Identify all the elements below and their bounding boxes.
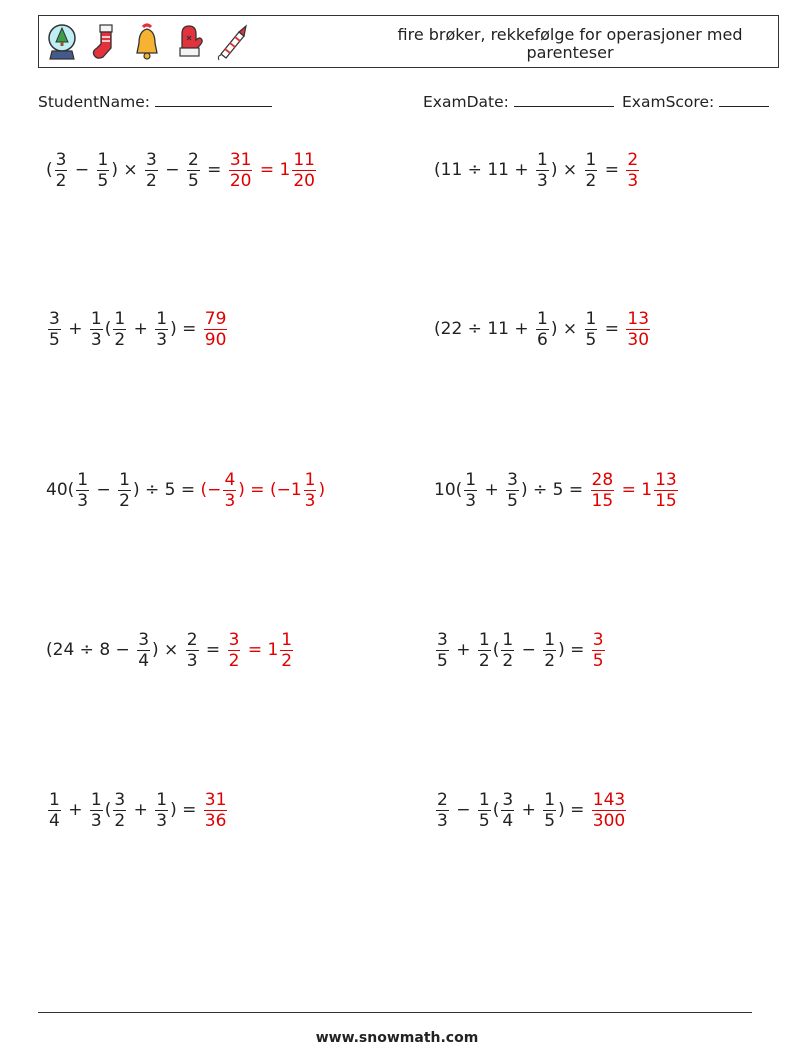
numerator: 1 — [281, 629, 293, 650]
numerator: 1 — [544, 789, 556, 810]
denominator: 2 — [55, 170, 67, 191]
numerator: 1 — [537, 149, 548, 170]
numerator: 1 — [49, 789, 60, 810]
expression-text: ( — [104, 319, 112, 339]
numerator: 1 — [97, 149, 109, 170]
denominator: 2 — [502, 650, 514, 671]
numerator: 1 — [544, 629, 556, 650]
answer-text: = 1 — [254, 160, 291, 180]
problem-6 — [434, 460, 680, 520]
answer-text: (− — [200, 480, 222, 500]
fraction — [585, 309, 598, 350]
expression-text: (22 ÷ 11 + — [434, 319, 534, 339]
student-name-blank[interactable] — [155, 93, 272, 107]
footer-url: www.snowmath.com — [315, 1030, 479, 1046]
answer — [624, 150, 641, 191]
numerator: 1 — [585, 149, 597, 170]
exam-score-label: ExamScore: — [622, 93, 715, 111]
expression-text: + — [62, 800, 88, 820]
answer — [227, 150, 318, 191]
problem-9 — [46, 780, 229, 840]
denominator: 3 — [186, 650, 198, 671]
expression-text: = — [599, 160, 625, 180]
fraction — [585, 150, 598, 191]
fraction — [506, 470, 519, 511]
expression-text: ) × — [550, 319, 583, 339]
denominator: 2 — [478, 650, 490, 671]
denominator: 3 — [77, 490, 89, 511]
numerator: 79 — [204, 308, 227, 329]
expression-text: ) × — [550, 160, 583, 180]
numerator: 3 — [114, 789, 126, 810]
fraction — [501, 630, 514, 671]
numerator: 1 — [90, 789, 102, 810]
denominator: 6 — [537, 329, 548, 350]
numerator: 3 — [146, 149, 157, 170]
answer — [590, 790, 628, 831]
answer — [624, 309, 652, 350]
expression-text: − — [69, 160, 95, 180]
expression-text: ) ÷ 5 = — [132, 480, 201, 500]
denominator: 2 — [114, 329, 126, 350]
problem-3 — [46, 299, 229, 359]
expression-text: − — [516, 640, 542, 660]
denominator: 36 — [204, 810, 227, 831]
answer — [202, 309, 230, 350]
numerator: 3 — [55, 149, 67, 170]
numerator: 143 — [592, 789, 626, 810]
fraction — [48, 309, 61, 350]
answer-fraction — [626, 150, 639, 191]
numerator: 13 — [655, 469, 677, 490]
denominator: 3 — [537, 170, 548, 191]
numerator: 2 — [627, 149, 639, 170]
numerator: 3 — [228, 629, 240, 650]
fraction — [186, 630, 199, 671]
denominator: 4 — [502, 810, 514, 831]
numerator: 3 — [49, 308, 60, 329]
fraction — [76, 470, 89, 511]
denominator: 2 — [228, 650, 240, 671]
denominator: 4 — [138, 650, 150, 671]
denominator: 2 — [544, 650, 556, 671]
fraction — [543, 790, 556, 831]
expression-text: + — [450, 640, 476, 660]
numerator: 1 — [90, 308, 102, 329]
fraction — [187, 150, 200, 191]
denominator: 20 — [293, 170, 315, 191]
numerator: 1 — [119, 469, 130, 490]
numerator: 1 — [156, 308, 168, 329]
denominator: 3 — [304, 490, 316, 511]
answer — [201, 470, 326, 511]
expression-text: ) × — [111, 160, 144, 180]
answer-fraction — [204, 790, 228, 831]
answer — [590, 630, 607, 671]
fraction — [48, 790, 61, 831]
fraction — [97, 150, 110, 191]
expression-text: ) × — [152, 640, 184, 660]
denominator: 5 — [507, 490, 518, 511]
fraction — [536, 150, 549, 191]
bell-icon — [131, 21, 163, 63]
answer-fraction — [592, 630, 605, 671]
fraction — [464, 470, 477, 511]
mitten-icon — [173, 22, 205, 62]
expression-text: + — [516, 800, 542, 820]
answer-fraction — [229, 150, 253, 191]
worksheet-header — [38, 15, 779, 68]
expression-text: − — [91, 480, 117, 500]
denominator: 5 — [437, 650, 448, 671]
expression-text: ) = — [170, 319, 202, 339]
answer — [202, 790, 230, 831]
denominator: 2 — [585, 170, 597, 191]
exam-score-field — [622, 93, 769, 111]
denominator: 3 — [437, 810, 448, 831]
footer-divider — [38, 1012, 752, 1013]
expression-text: ) = — [170, 800, 202, 820]
numerator: 28 — [591, 469, 614, 490]
expression-text: − — [159, 160, 185, 180]
exam-date-field — [423, 93, 614, 111]
denominator: 5 — [585, 329, 597, 350]
fraction — [478, 790, 491, 831]
answer-fraction — [204, 309, 228, 350]
answer-fraction — [626, 309, 650, 350]
fraction — [113, 309, 126, 350]
fraction — [436, 630, 449, 671]
expression-text: + — [128, 800, 154, 820]
problem-7 — [46, 620, 295, 680]
expression-text: ) = — [558, 640, 590, 660]
numerator: 13 — [627, 308, 650, 329]
fraction — [137, 630, 150, 671]
student-name-field — [38, 93, 272, 111]
expression-text: + — [128, 319, 154, 339]
exam-date-label: ExamDate: — [423, 93, 509, 111]
fraction — [155, 309, 168, 350]
worksheet-title: fire brøker, rekkefølge for operasjoner med parenteser — [397, 25, 743, 62]
fraction — [501, 790, 514, 831]
firework-rocket-icon — [215, 22, 249, 62]
numerator: 2 — [437, 789, 448, 810]
expression-text: 10( — [434, 480, 463, 500]
fraction — [536, 309, 549, 350]
denominator: 15 — [591, 490, 614, 511]
denominator: 15 — [655, 490, 677, 511]
numerator: 1 — [156, 789, 168, 810]
exam-date-blank[interactable] — [514, 93, 614, 107]
numerator: 1 — [478, 789, 490, 810]
answer-text: = 1 — [616, 480, 653, 500]
denominator: 3 — [156, 810, 168, 831]
answer-fraction — [654, 470, 678, 511]
denominator: 5 — [187, 170, 199, 191]
numerator: 1 — [465, 469, 477, 490]
expression-text: 40( — [46, 480, 75, 500]
denominator: 2 — [114, 810, 126, 831]
answer-fraction — [304, 470, 317, 511]
answer — [226, 630, 296, 671]
numerator: 3 — [592, 629, 604, 650]
numerator: 3 — [507, 469, 518, 490]
problem-8 — [434, 620, 607, 680]
denominator: 3 — [156, 329, 168, 350]
expression-text: = — [201, 160, 227, 180]
fraction — [55, 150, 68, 191]
problem-10 — [434, 780, 628, 840]
denominator: 90 — [204, 329, 227, 350]
fraction — [478, 630, 491, 671]
problem-4 — [434, 299, 652, 359]
numerator: 1 — [304, 469, 316, 490]
fraction — [145, 150, 158, 191]
denominator: 30 — [627, 329, 650, 350]
numerator: 1 — [478, 629, 490, 650]
expression-text: (24 ÷ 8 − — [46, 640, 136, 660]
numerator: 2 — [187, 149, 199, 170]
answer-fraction — [228, 630, 241, 671]
fraction — [90, 309, 103, 350]
header-icons — [45, 20, 249, 64]
numerator: 31 — [204, 789, 227, 810]
expression-text: ( — [104, 800, 112, 820]
denominator: 300 — [592, 810, 626, 831]
snow-globe-icon — [45, 22, 79, 62]
denominator: 3 — [627, 170, 639, 191]
denominator: 5 — [478, 810, 490, 831]
problem-2 — [434, 140, 641, 200]
answer-fraction — [292, 150, 316, 191]
expression-text: − — [450, 800, 476, 820]
fraction — [118, 470, 131, 511]
denominator: 2 — [119, 490, 130, 511]
expression-text: ( — [492, 640, 500, 660]
numerator: 4 — [224, 469, 236, 490]
expression-text: ( — [46, 160, 53, 180]
expression-text: ) = — [558, 800, 590, 820]
expression-text: + — [62, 319, 88, 339]
fraction — [155, 790, 168, 831]
problem-5 — [46, 460, 325, 520]
numerator: 1 — [77, 469, 89, 490]
expression-text: = — [200, 640, 226, 660]
denominator: 3 — [224, 490, 236, 511]
expression-text: + — [479, 480, 505, 500]
denominator: 5 — [544, 810, 556, 831]
numerator: 31 — [229, 149, 252, 170]
numerator: 3 — [502, 789, 514, 810]
problem-1 — [46, 140, 318, 200]
numerator: 1 — [502, 629, 514, 650]
numerator: 1 — [585, 308, 597, 329]
denominator: 5 — [49, 329, 60, 350]
expression-text: ) ÷ 5 = — [520, 480, 589, 500]
denominator: 4 — [49, 810, 60, 831]
expression-text: ( — [492, 800, 500, 820]
exam-score-blank[interactable] — [719, 93, 769, 107]
answer-text: ) — [318, 480, 326, 500]
denominator: 5 — [97, 170, 109, 191]
fraction — [543, 630, 556, 671]
answer-fraction — [592, 790, 626, 831]
denominator: 20 — [229, 170, 252, 191]
denominator: 3 — [90, 810, 102, 831]
expression-text: (11 ÷ 11 + — [434, 160, 534, 180]
denominator: 5 — [592, 650, 604, 671]
numerator: 1 — [537, 308, 548, 329]
numerator: 11 — [293, 149, 315, 170]
answer-fraction — [223, 470, 236, 511]
expression-text: = — [599, 319, 625, 339]
numerator: 1 — [114, 308, 126, 329]
answer-text: = 1 — [242, 640, 279, 660]
numerator: 3 — [437, 629, 448, 650]
fraction — [90, 790, 103, 831]
answer-fraction — [591, 470, 615, 511]
student-name-label: StudentName: — [38, 93, 150, 111]
answer-text: ) = (−1 — [238, 480, 302, 500]
numerator: 2 — [186, 629, 198, 650]
denominator: 3 — [90, 329, 102, 350]
fraction — [436, 790, 449, 831]
denominator: 2 — [281, 650, 293, 671]
fraction — [113, 790, 126, 831]
answer-fraction — [280, 630, 293, 671]
numerator: 3 — [138, 629, 150, 650]
answer — [589, 470, 680, 511]
denominator: 3 — [465, 490, 477, 511]
denominator: 2 — [146, 170, 157, 191]
christmas-stocking-icon — [89, 22, 121, 62]
